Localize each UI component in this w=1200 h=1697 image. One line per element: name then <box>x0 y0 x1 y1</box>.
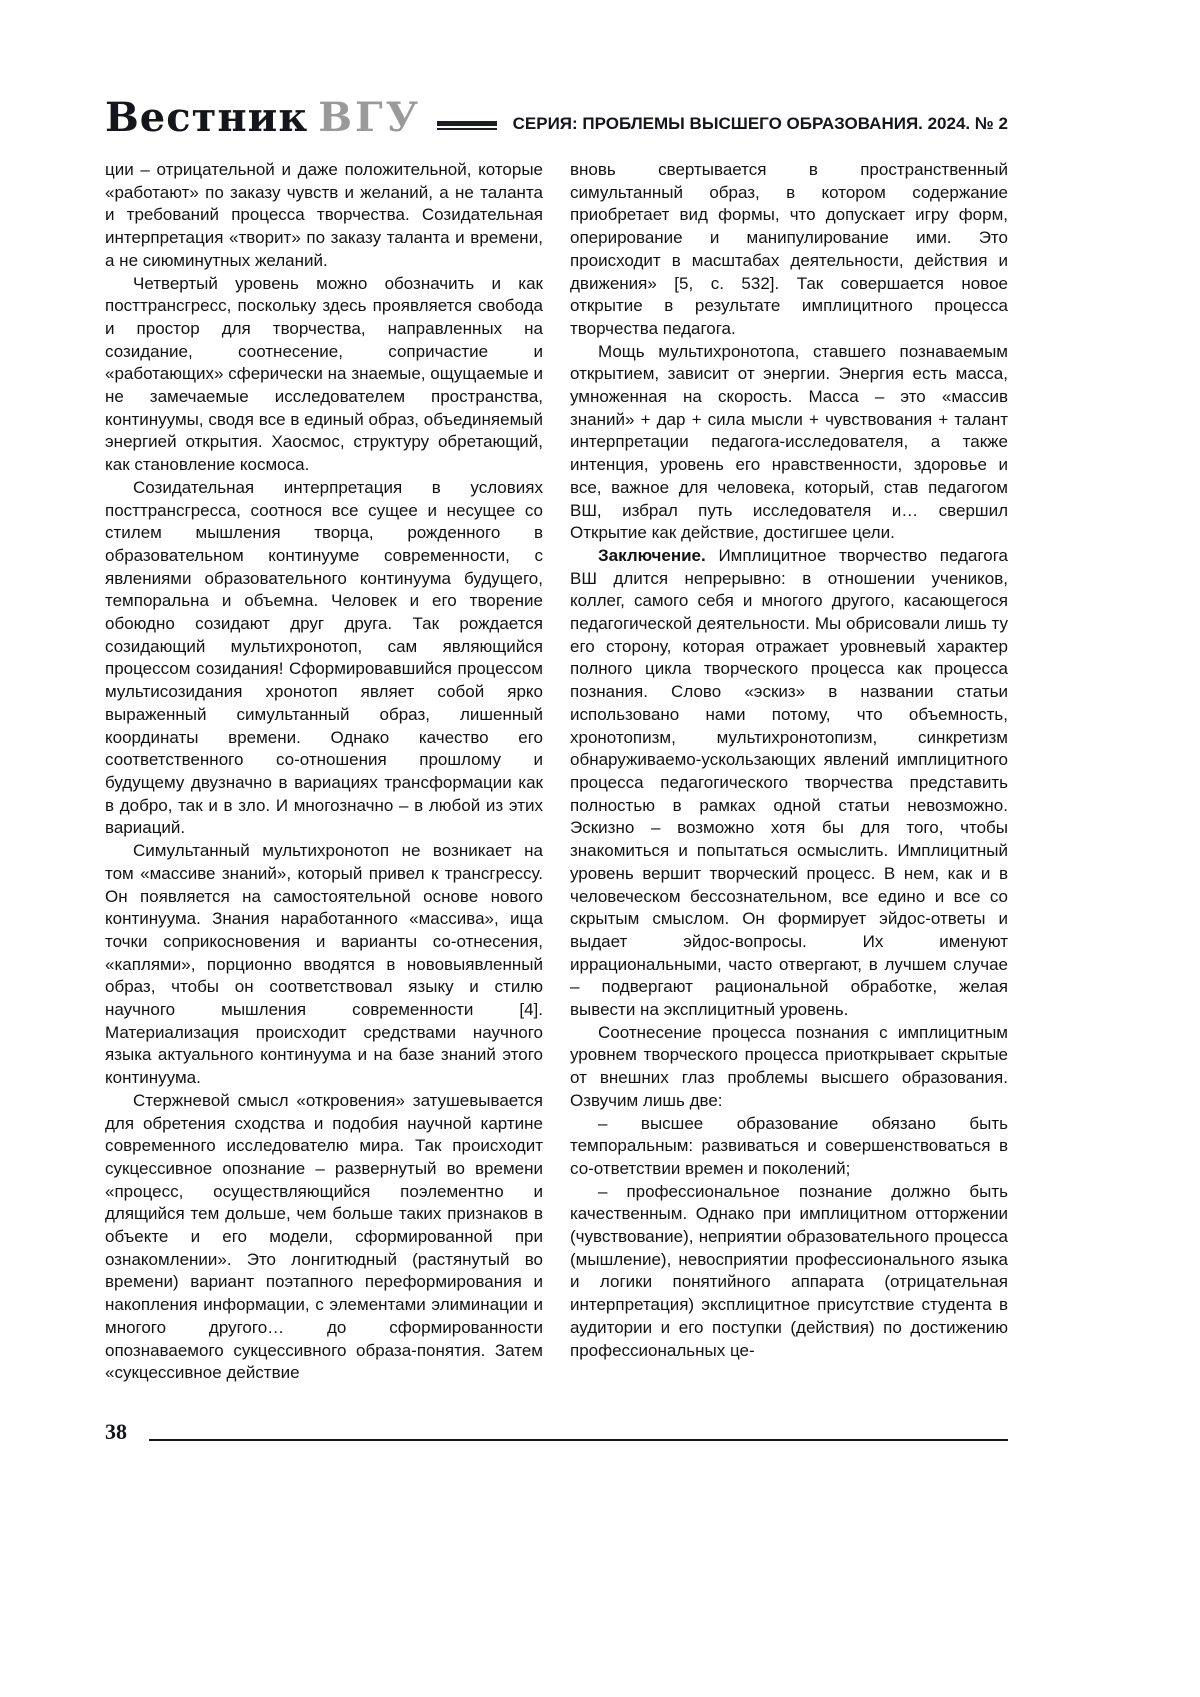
journal-logo-word: Вестник <box>105 94 309 141</box>
paragraph: Симультанный мультихронотоп не возникает на том «массиве знаний», который привел к трансгрессу. Он появляется на самостоятельной основе нового континуума. Знания наработанного «массива», ища точки соприкосновения и варианты со-отнесения, «каплями», порционно вводятся в нововыявленный образ, чтобы он соответствовал языку и стилю научного мышления современности [4]. Материализация происходит средствами научного языка актуального континуума и на базе знаний этого континуума. <box>105 841 543 1088</box>
paragraph: Соотнесение процесса познания с имплицитным уровнем творческого процесса приоткрывает скрытые от внешних глаз проблемы высшего образования. Озвучим лишь две: <box>570 1022 1008 1110</box>
journal-logo-abbr: ВГУ <box>318 94 422 141</box>
paragraph-conclusion <box>570 545 1008 1022</box>
paragraph: Четвертый уровень можно обозначить и как посттрансгресс, поскольку здесь проявляется свобода и простор для творчества, направленных на созидание, соотнесение, сопричастие и «работающих» сферически на знаемые, ощущаемые и не замечаемые исследователем пространства, континуумы, сводя все в единый образ, объединяемый энергией открытия. Хаосмос, структуру обретающий, как становление космоса. <box>105 273 543 475</box>
right-column <box>570 159 1008 1385</box>
conclusion-text: Имплицитное творчество педагога ВШ длится непрерывно: в отношении учеников, коллег, самого себя и многого другого, касающегося педагогической деятельности. Мы обрисовали лишь ту его сторону, которая отражает уровневый характер полного цикла творческого процесса как процесса познания. Слово «эскиз» в названии статьи использовано нами потому, что объемность, хронотопизм, мультихронотопизм, синкретизм обнаруживаемо-ускользающих явлений имплицитного процесса педагогического творчества представить полностью в рамках одной статьи невозможно. Эскизно – возможно хотя бы для того, чтобы знакомиться и попытаться осмыслить. Имплицитный уровень вершит творческий процесс. В нем, как и в человеческом бессознательном, все едино и все со скрытым смыслом. Он формирует эйдос-ответы и выдает эйдос-вопросы. Их именуют иррациональными, часто отвергают, в лучшем случае – подвергают рациональной обработке, желая вывести на эксплицитный уровень. <box>570 545 1008 1020</box>
list-item-paragraph: – профессиональное познание должно быть качественным. Однако при имплицитном отторжении (чувствование), неприятии образовательного процесса (мышление), невосприятии профессионального языка и логики понятийного аппарата (отрицательная интерпретация) эксплицитное присутствие студента в аудитории и его поступки (действия) по достижению профессиональных це- <box>570 1181 1008 1360</box>
conclusion-label: Заключение. <box>598 545 706 565</box>
paragraph-continuation: вновь свертывается в пространственный симультанный образ, в котором содержание приобретает вид формы, что допускает игру форм, оперирование и манипулирование ими. Это происходит в масштабах деятельности, действия и движения» [5, с. 532]. Так совершается новое открытие в результате имплицитного процесса творчества педагога. <box>570 160 1008 338</box>
page-content <box>105 94 1008 1385</box>
page-number: 38 <box>105 1419 127 1444</box>
journal-logo <box>105 94 422 141</box>
header-divider-rule <box>437 121 497 130</box>
series-title: СЕРИЯ: ПРОБЛЕМЫ ВЫСШЕГО ОБРАЗОВАНИЯ. 2024. № 2 <box>512 114 1008 133</box>
paragraph: Мощь мультихронотопа, ставшего познаваемым открытием, зависит от энергии. Энергия есть масса, умноженная на скорость. Масса – это «массив знаний» + дар + сила мысли + чувствования + талант интерпретации педагога-исследователя, а также интенция, уровень его нравственности, здоровье и все, важное для человека, который, став педагогом ВШ, избрал путь исследователя и… свершил Открытие как действие, достигшее цели. <box>570 341 1008 543</box>
article-body <box>105 159 1008 1385</box>
paragraph: Стержневой смысл «откровения» затушевывается для обретения сходства и подобия научной картине современного исследователю мира. Так происходит сукцессивное опознание – развернутый во времени «процесс, осуществляющийся поэлементно и длящийся тем дольше, чем больше таких признаков в объекте и его модели, сформированной при ознакомлении». Это лонгитюдный (растянутый во времени) вариант поэтапного переформирования и накопления информации, с элементами элиминации и многого другого… до сформированности опознаваемого сукцессивного образа-понятия. Затем «сукцессивное действие <box>105 1090 543 1383</box>
paragraph: Созидательная интерпретация в условиях посттрансгресса, соотнося все сущее и несущее со стилем мышления творца, рожденного в образовательном континууме современности, с явлениями образовательного континуума будущего, темпоральна и объемна. Человек и его творение обоюдно созидают друг друга. Так рождается созидающий мультихронотоп, сам являющийся процессом созидания! Сформировавшийся процессом мультисозидания хронотоп являет собой ярко выраженный симультанный образ, лишенный координаты времени. Однако качество его соответственного со-отношения прошлому и будущему двузначно в вариациях трансформации как в добро, так и в зло. И многозначно – в любой из этих вариаций. <box>105 477 543 838</box>
left-column <box>105 159 543 1385</box>
page-header <box>105 94 1008 141</box>
list-item-paragraph: – высшее образование обязано быть темпоральным: развиваться и совершенствоваться в со-ответствии времен и поколений; <box>570 1113 1008 1178</box>
paragraph-continuation: ции – отрицательной и даже положительной, которые «работают» по заказу чувств и желаний, а не таланта и требований процесса творчества. Созидательная интерпретация «творит» по заказу таланта и времени, а не сиюминутных желаний. <box>105 160 543 270</box>
footer-rule <box>149 1439 1008 1441</box>
page-footer <box>105 1420 1008 1444</box>
